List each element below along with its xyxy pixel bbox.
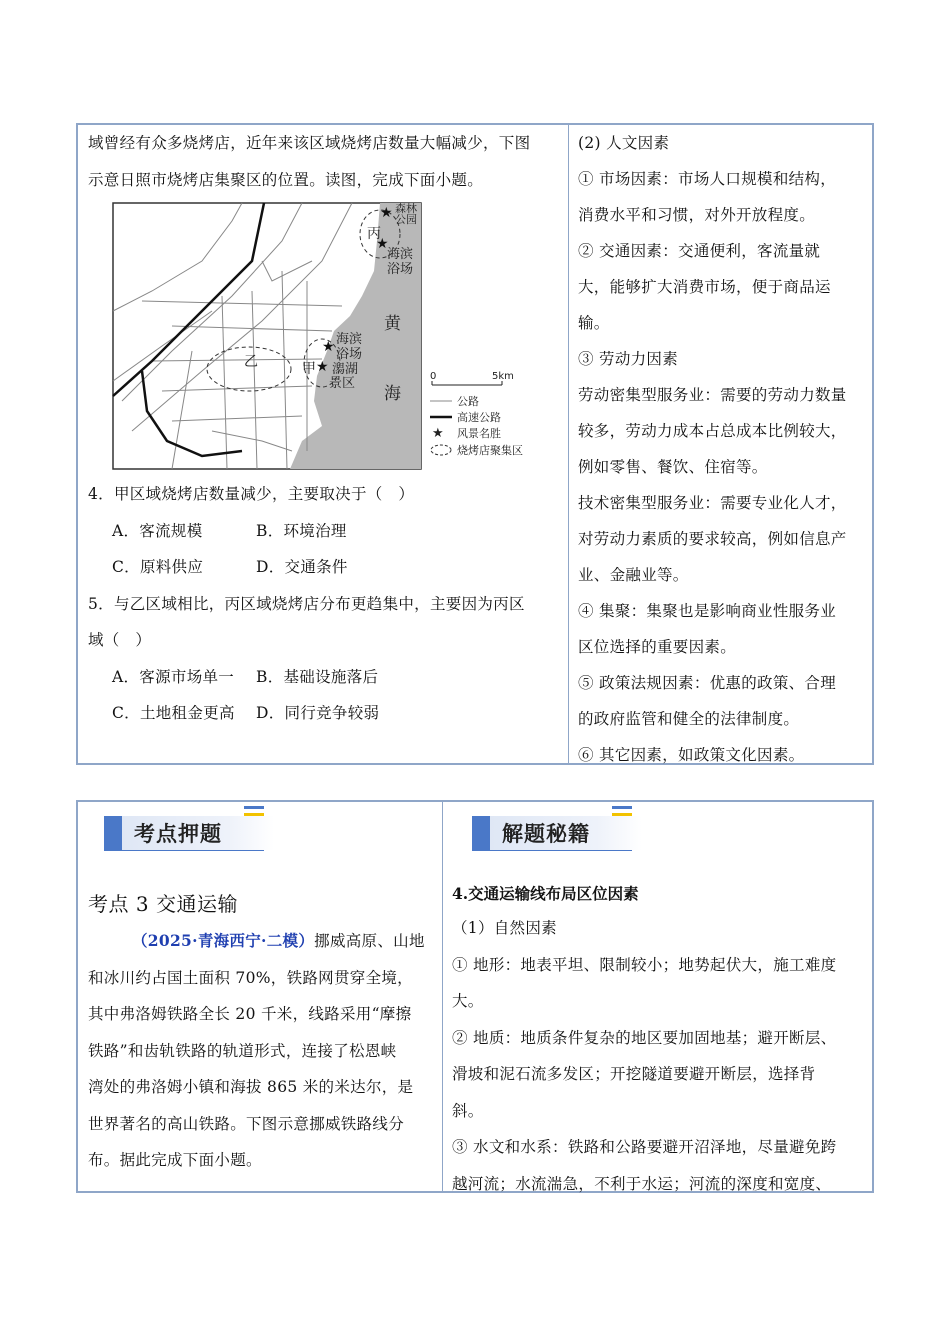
legend-cluster: 烧烤店聚集区 (457, 444, 523, 457)
label-beach-s-2: 浴场 (336, 347, 363, 362)
scenic-star-beach-n: ★ (376, 236, 389, 252)
q5-options-row1 (88, 659, 566, 696)
passage-line: 铁路”和齿轨铁路的轨道形式，连接了松恩峡 (88, 1041, 397, 1060)
question-table-2 (76, 800, 874, 1193)
q4-stem: 4．甲区域烧烤店数量减少，主要取决于（ ） (88, 485, 415, 503)
q5-options-row2 (88, 695, 566, 732)
q4-option-c[interactable]: C．原料供应 (112, 558, 204, 576)
label-forest-park-1: 森林 (395, 202, 417, 215)
q5-option-d[interactable]: D．同行竞争较弱 (256, 704, 380, 722)
scenic-star-forest: ★ (380, 205, 393, 221)
passage-line: 其中弗洛姆铁路全长 20 千米，线路采用“摩擦 (88, 1005, 412, 1023)
q5-stem-cont: 域（ ） (88, 631, 152, 649)
legend-scenic: 风景名胜 (457, 427, 501, 440)
solution-tips-column (452, 802, 872, 1191)
label-yi: 乙 (244, 354, 258, 370)
tip-line: 技术密集型服务业：需要专业化人才， (578, 494, 847, 512)
svg-text:0: 0 (430, 371, 437, 382)
tip-line: (2) 人文因素 (578, 134, 670, 152)
tip-line: 的政府监管和健全的法律制度。 (578, 710, 800, 728)
solution-line: ③ 水文和水系：铁路和公路要避开沼泽地，尽量避免跨 (452, 1138, 837, 1156)
rizhao-map (112, 201, 552, 476)
question-table-1 (76, 123, 874, 765)
tip-line: 对劳动力素质的要求较高，例如信息产 (578, 530, 847, 548)
banner-exam-point-title: 考点押题 (134, 822, 222, 846)
label-bing: 丙 (367, 226, 381, 242)
q4-options-row2 (88, 549, 566, 586)
tip-line: ④ 集聚：集聚也是影响商业性服务业 (578, 602, 837, 620)
intro-line: 域曾经有众多烧烤店，近年来该区域烧烤店数量大幅减少，下图 (88, 134, 531, 152)
exam-point-column (88, 802, 438, 1191)
tip-line: ① 市场因素：市场人口规模和结构， (578, 170, 837, 188)
passage-line: 和冰川约占国土面积 70%，铁路网贯穿全境， (88, 968, 413, 987)
q4-option-a[interactable]: A．客流规模 (112, 521, 203, 540)
passage-source: （2025·青海西宁·二模） (132, 931, 315, 950)
tip-line: 业、金融业等。 (578, 566, 689, 584)
solution-line: 越河流；水流湍急，不利于水运；河流的深度和宽度、 (452, 1174, 832, 1193)
map-legend (430, 395, 523, 457)
q4-option-b[interactable]: B．环境治理 (256, 521, 347, 540)
label-forest-park-2: 公园 (395, 213, 417, 226)
passage-line: 布。据此完成下面小题。 (88, 1151, 262, 1169)
tip-line: 大，能够扩大消费市场，便于商品运 (578, 278, 831, 296)
scale-bar (430, 371, 514, 385)
solution-line: （1）自然因素 (452, 919, 557, 937)
solution-line: ① 地形：地表平坦、限制较小；地势起伏大，施工难度 (452, 955, 837, 974)
legend-star-icon: ★ (432, 426, 444, 441)
label-jia: 甲 (302, 361, 316, 377)
solution-line: ② 地质：地质条件复杂的地区要加固地基；避开断层、 (452, 1028, 837, 1047)
exam-point-heading: 考点 3 交通运输 (88, 892, 238, 916)
q5-stem: 5．与乙区域相比，丙区域烧烤店分布更趋集中，主要因为丙区 (88, 594, 525, 613)
label-beach-n-2: 浴场 (387, 262, 414, 277)
passage-line: 世界著名的高山铁路。下图示意挪威铁路线分 (88, 1114, 405, 1133)
tip-line: ⑥ 其它因素，如政策文化因素。 (578, 746, 805, 764)
passage-first-line (88, 923, 425, 960)
label-sea-2: 海 (384, 384, 401, 404)
label-beach-n-1: 海滨 (387, 247, 414, 262)
solution-line: 斜。 (452, 1101, 484, 1120)
legend-expressway: 高速公路 (457, 411, 501, 424)
label-sea-1: 黄 (384, 314, 401, 334)
svg-text:5km: 5km (492, 371, 514, 382)
q5-option-b[interactable]: B．基础设施落后 (256, 667, 379, 686)
q5-option-c[interactable]: C．土地租金更高 (112, 704, 235, 722)
banner-exam-point (104, 802, 274, 852)
legend-road: 公路 (457, 395, 479, 408)
label-lagoon-1: 潟湖 (332, 362, 359, 377)
q4-option-d[interactable]: D．交通条件 (256, 558, 348, 576)
tip-line: 例如零售、餐饮、住宿等。 (578, 458, 768, 476)
label-beach-s-1: 海滨 (336, 332, 363, 347)
tip-line: 输。 (578, 314, 610, 332)
tip-line: 劳动密集型服务业：需要的劳动力数量 (578, 386, 847, 404)
tip-line: ③ 劳动力因素 (578, 350, 679, 368)
solution-line: 大。 (452, 992, 484, 1010)
banner-solution-tips (472, 802, 642, 852)
tips-column (578, 125, 872, 763)
scenic-star-beach-s: ★ (322, 339, 335, 355)
q4-options-row1 (88, 513, 566, 550)
solution-heading: 4.交通运输线布局区位因素 (452, 884, 639, 903)
passage-first-rest: 挪威高原、山地 (314, 932, 425, 950)
tip-line: 区位选择的重要因素。 (578, 638, 737, 656)
banner-solution-tips-title: 解题秘籍 (502, 822, 590, 846)
intro-line: 示意日照市烧烤店集聚区的位置。读图，完成下面小题。 (88, 170, 484, 189)
q5-option-a[interactable]: A．客源市场单一 (112, 667, 235, 686)
scenic-star-lagoon: ★ (316, 359, 329, 375)
label-lagoon-2: 景区 (329, 376, 356, 391)
tip-line: 较多，劳动力成本占总成本比例较大， (578, 422, 847, 440)
tip-line: ② 交通因素：交通便利，客流量就 (578, 242, 821, 260)
tip-line: ⑤ 政策法规因素：优惠的政策、合理 (578, 674, 837, 692)
question-column (88, 125, 566, 763)
solution-line: 滑坡和泥石流多发区；开挖隧道要避开断层，选择背 (452, 1065, 816, 1083)
tip-line: 消费水平和习惯，对外开放程度。 (578, 206, 816, 224)
passage-line: 湾处的弗洛姆小镇和海拔 865 米的米达尔，是 (88, 1078, 414, 1096)
